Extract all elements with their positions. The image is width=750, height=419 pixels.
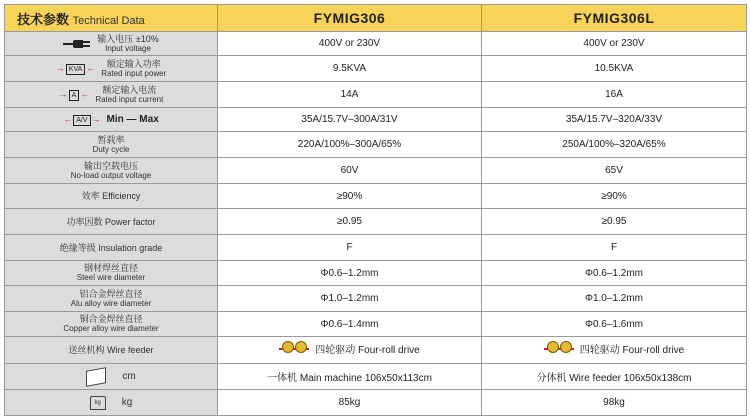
value-model-2: 10.5KVA xyxy=(482,56,747,82)
value-model-1: 400V or 230V xyxy=(218,32,482,56)
value-model-2: 分体机 Wire feeder 106x50x138cm xyxy=(482,364,747,390)
row-label-alu-wire xyxy=(5,286,218,312)
plug-icon xyxy=(63,38,91,50)
table-row xyxy=(5,82,747,108)
value-model-2: Φ0.6–1.6mm xyxy=(482,312,747,337)
row-label-weight xyxy=(5,390,218,416)
row-label-dimensions xyxy=(5,364,218,390)
table-row xyxy=(5,56,747,82)
model-header-1: FYMIG306 xyxy=(218,5,482,32)
value-model-1: ≥90% xyxy=(218,184,482,209)
value-model-1: 35A/15.7V–300A/31V xyxy=(218,108,482,132)
weight-icon: kg xyxy=(90,396,106,410)
label-cn: 钢材焊丝直径 xyxy=(83,263,138,273)
value-model-2: ≥90% xyxy=(482,184,747,209)
value-model-2: F xyxy=(482,235,747,261)
label-en: Alu alloy wire diameter xyxy=(70,298,152,308)
value-model-1 xyxy=(218,337,482,364)
technical-data-sheet xyxy=(4,4,746,416)
value-model-1: Φ0.6–1.4mm xyxy=(218,312,482,337)
label-cn: 铜合金焊丝直径 xyxy=(79,314,143,324)
value-model-1: 220A/100%–300A/65% xyxy=(218,132,482,158)
row-label-rated-input-power xyxy=(5,56,218,82)
value-model-2: 16A xyxy=(482,82,747,108)
label-en: Rated input power xyxy=(101,68,167,78)
table-header-row xyxy=(5,5,747,32)
table-row xyxy=(5,286,747,312)
feeder-text: 四轮驱动 Four-roll drive xyxy=(579,345,685,356)
row-label-copper-wire xyxy=(5,312,218,337)
value-model-1: 一体机 Main machine 106x50x113cm xyxy=(218,364,482,390)
arrow-box-icon: → KVA ← xyxy=(55,62,96,73)
label-en: Steel wire diameter xyxy=(76,273,146,282)
row-label-input-voltage xyxy=(5,32,218,56)
label-cn: 输入电压 ±10% xyxy=(97,33,159,44)
label-en: Input voltage xyxy=(105,43,151,53)
value-model-2: 98kg xyxy=(482,390,747,416)
table-row xyxy=(5,364,747,390)
model-header-2: FYMIG306L xyxy=(482,5,747,32)
four-roll-icon xyxy=(279,341,309,357)
value-model-2: ≥0.95 xyxy=(482,209,747,235)
table-row xyxy=(5,132,747,158)
value-model-1: F xyxy=(218,235,482,261)
row-label-power-factor: 功率因数 Power factor xyxy=(5,209,218,235)
label-cn: 输出空载电压 xyxy=(83,160,138,171)
table-row xyxy=(5,390,747,416)
row-label-efficiency: 效率 Efficiency xyxy=(5,184,218,209)
label-min-max: Min — Max xyxy=(106,113,159,125)
value-model-1: 9.5KVA xyxy=(218,56,482,82)
value-model-2: 400V or 230V xyxy=(482,32,747,56)
table-row xyxy=(5,261,747,286)
label-en: Duty cycle xyxy=(92,144,130,154)
header-label-en: Technical Data xyxy=(72,14,145,27)
value-model-1: Φ0.6–1.2mm xyxy=(218,261,482,286)
table-row xyxy=(5,108,747,132)
value-model-2: 65V xyxy=(482,158,747,184)
label-en: Rated input current xyxy=(95,94,164,104)
value-model-2: Φ1.0–1.2mm xyxy=(482,286,747,312)
box-icon xyxy=(86,367,106,387)
unit-kg: kg xyxy=(121,396,133,408)
value-model-1: ≥0.95 xyxy=(218,209,482,235)
row-label-insulation-grade: 绝缘等级 Insulation grade xyxy=(5,235,218,261)
row-label-rated-input-current xyxy=(5,82,218,108)
value-model-2: 35A/15.7V–320A/33V xyxy=(482,108,747,132)
label-en: No-load output voltage xyxy=(70,170,152,180)
value-model-1: Φ1.0–1.2mm xyxy=(218,286,482,312)
arrow-box-icon: → A ← xyxy=(58,88,90,99)
row-label-min-max xyxy=(5,108,218,132)
header-label xyxy=(5,5,218,32)
table-row xyxy=(5,32,747,56)
table-row xyxy=(5,209,747,235)
row-label-no-load-voltage xyxy=(5,158,218,184)
table-row xyxy=(5,158,747,184)
value-model-1: 14A xyxy=(218,82,482,108)
feeder-text: 四轮驱动 Four-roll drive xyxy=(315,345,420,356)
header-label-cn: 技术参数 xyxy=(17,11,70,27)
unit-cm: cm xyxy=(122,370,136,382)
table-row xyxy=(5,184,747,209)
table-row xyxy=(5,312,747,337)
value-model-1: 85kg xyxy=(218,390,482,416)
value-model-1: 60V xyxy=(218,158,482,184)
value-model-2: 250A/100%–320A/65% xyxy=(482,132,747,158)
label-en: Copper alloy wire diameter xyxy=(63,324,159,333)
four-roll-icon xyxy=(544,341,574,357)
value-model-2: Φ0.6–1.2mm xyxy=(482,261,747,286)
value-model-2 xyxy=(482,337,747,364)
table-row xyxy=(5,337,747,364)
row-label-duty-cycle xyxy=(5,132,218,158)
label-cn: 铝合金焊丝直径 xyxy=(79,288,143,299)
label-cn: 暂载率 xyxy=(97,134,125,145)
row-label-wire-feeder: 送丝机构 Wire feeder xyxy=(5,337,218,364)
table-row xyxy=(5,235,747,261)
label-cn: 额定输入功率 xyxy=(106,58,161,69)
arrow-box-icon: ← A/V → xyxy=(63,113,101,124)
technical-data-table xyxy=(4,4,747,416)
label-cn: 额定输入电流 xyxy=(102,84,157,95)
row-label-steel-wire xyxy=(5,261,218,286)
